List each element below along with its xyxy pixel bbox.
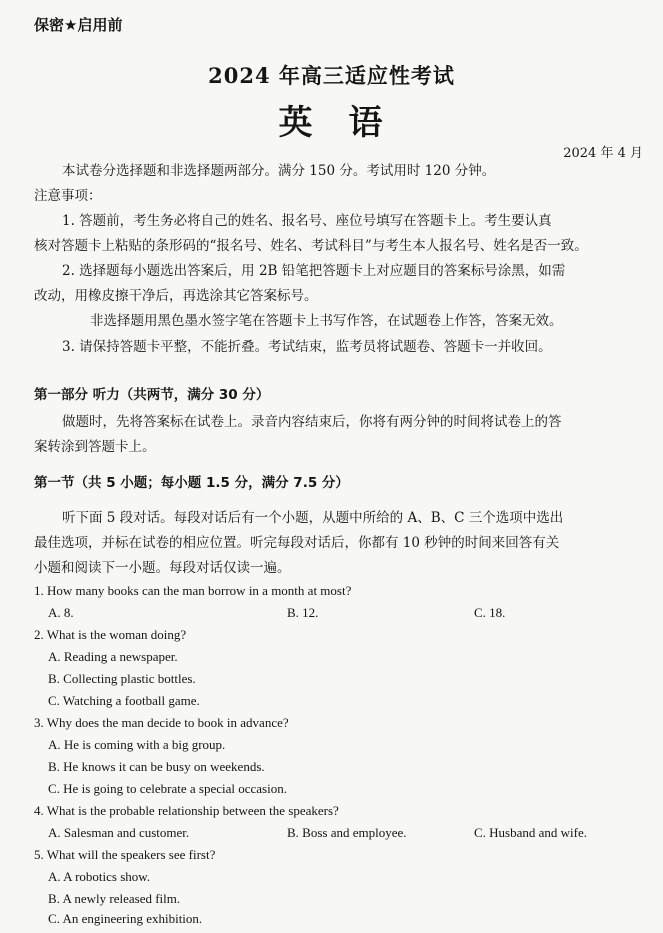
question-2-option-a: A. Reading a newspaper.	[48, 649, 178, 664]
question-2-stem: 2. What is the woman doing?	[34, 627, 187, 642]
question-1-stem: 1. How many books can the man borrow in a month at most?	[34, 583, 352, 598]
exam-date: 2024 年 4 月	[563, 146, 643, 161]
part1-desc-line-2: 案转涂到答题卡上。	[34, 439, 156, 455]
instruction-3: 3. 请保持答题卡平整，不能折叠。考试结束，监考员将试题卷、答题卡一并收回。	[62, 339, 552, 355]
question-3-option-a: A. He is coming with a big group.	[48, 737, 226, 752]
part1-heading: 第一部分 听力（共两节，满分 30 分）	[34, 387, 270, 403]
question-4-option-b: B. Boss and employee.	[287, 825, 407, 840]
question-2-option-c: C. Watching a football game.	[48, 693, 200, 708]
question-3-option-c: C. He is going to celebrate a special occasion.	[48, 781, 287, 796]
question-3-option-b: B. He knows it can be busy on weekends.	[48, 759, 265, 774]
question-5-option-a: A. A robotics show.	[48, 869, 151, 884]
question-5-stem: 5. What will the speakers see first?	[34, 847, 216, 862]
intro-text: 本试卷分选择题和非选择题两部分。满分 150 分。考试用时 120 分钟。	[62, 163, 496, 179]
section1-desc-line-1: 听下面 5 段对话。每段对话后有一个小题，从题中所给的 A、B、C 三个选项中选出	[62, 510, 564, 526]
instruction-2-line-1: 2. 选择题每小题选出答案后，用 2B 铅笔把答题卡上对应题目的答案标号涂黑，如需	[62, 263, 566, 279]
question-1-option-a: A. 8.	[48, 605, 74, 620]
question-4-option-a: A. Salesman and customer.	[48, 825, 190, 840]
confidential-label: 保密★启用前	[34, 16, 123, 34]
instruction-1-line-1: 1. 答题前，考生务必将自己的姓名、报名号、座位号填写在答题卡上。考生要认真	[62, 213, 552, 229]
subject-title: 英语	[278, 103, 419, 143]
question-1-option-b: B. 12.	[287, 605, 319, 620]
question-5-option-b: B. A newly released film.	[48, 891, 181, 906]
instruction-1-line-2: 核对答题卡上粘贴的条形码的“报名号、姓名、考试科目”与考生本人报名号、姓名是否一致。	[34, 238, 588, 254]
question-1-option-c: C. 18.	[474, 605, 506, 620]
question-2-option-b: B. Collecting plastic bottles.	[48, 671, 196, 686]
question-3-stem: 3. Why does the man decide to book in advance?	[34, 715, 289, 730]
question-4-stem: 4. What is the probable relationship between the speakers?	[34, 803, 339, 818]
section1-desc-line-3: 小题和阅读下一小题。每段对话仅读一遍。	[34, 560, 291, 576]
question-5-option-c: C. An engineering exhibition.	[48, 911, 203, 926]
question-4-option-c: C. Husband and wife.	[474, 825, 588, 840]
section1-desc-line-2: 最佳选项，并标在试卷的相应位置。听完每段对话后，你都有 10 秒钟的时间来回答有关	[34, 535, 560, 551]
part1-desc-line-1: 做题时，先将答案标在试卷上。录音内容结束后，你将有两分钟的时间将试卷上的答	[62, 414, 562, 430]
section1-heading: 第一节（共 5 小题；每小题 1.5 分，满分 7.5 分）	[34, 475, 349, 491]
notice-label: 注意事项：	[34, 188, 102, 204]
instruction-2-line-2: 改动，用橡皮擦干净后，再选涂其它答案标号。	[34, 288, 318, 304]
exam-title: 2024 年高三适应性考试	[208, 63, 455, 88]
instruction-2-line-3: 非选择题用黑色墨水签字笔在答题卡上书写作答，在试题卷上作答，答案无效。	[90, 313, 563, 329]
